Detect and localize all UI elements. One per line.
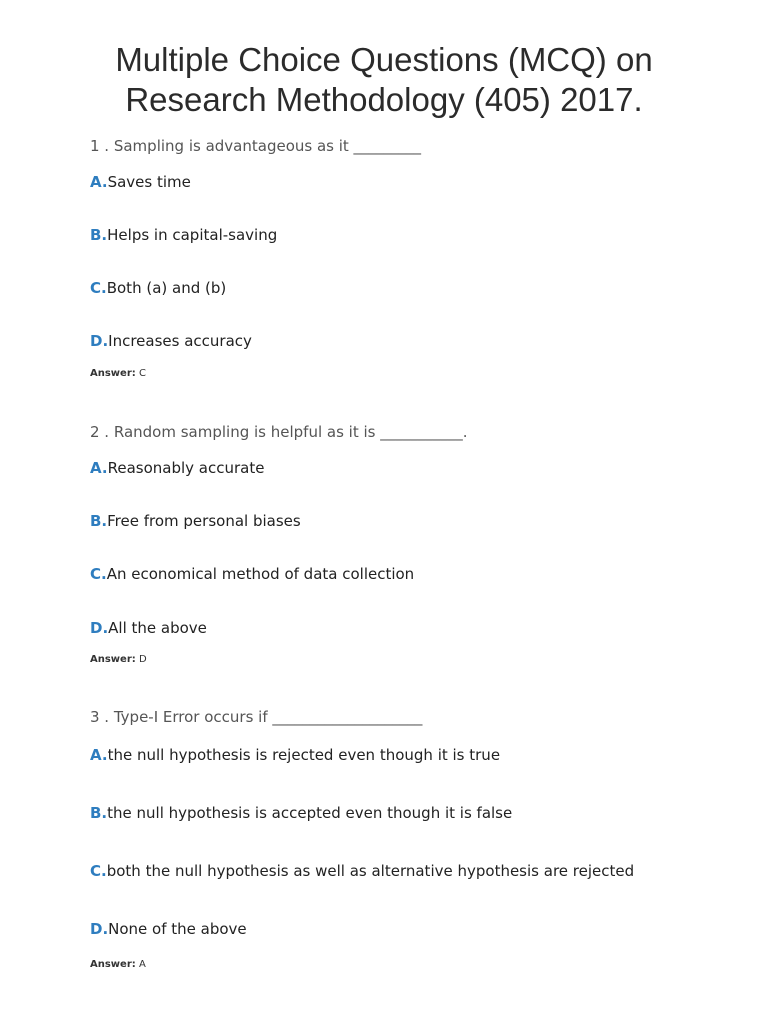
option-text: Saves time bbox=[107, 173, 191, 191]
question-1 bbox=[90, 136, 730, 379]
question-3 bbox=[90, 707, 730, 970]
question-2 bbox=[90, 422, 730, 665]
option-letter: C. bbox=[90, 862, 107, 880]
option-text: Both (a) and (b) bbox=[106, 279, 227, 297]
answer-label: Answer: bbox=[90, 368, 136, 379]
option-d bbox=[90, 618, 207, 638]
question-text: 2 . Random sampling is helpful as it is ___________. bbox=[90, 423, 468, 441]
question-text: 3 . Type-I Error occurs if ____________________ bbox=[90, 708, 423, 726]
option-letter: A. bbox=[90, 459, 108, 477]
option-letter: B. bbox=[90, 512, 108, 530]
option-letter: D. bbox=[90, 332, 109, 350]
option-text: All the above bbox=[108, 619, 207, 637]
option-letter: C. bbox=[90, 279, 107, 297]
option-text: the null hypothesis is rejected even though it is true bbox=[107, 746, 501, 764]
option-letter: B. bbox=[90, 226, 108, 244]
option-b bbox=[90, 511, 301, 531]
option-letter: C. bbox=[90, 565, 107, 583]
option-letter: B. bbox=[90, 804, 108, 822]
option-text: Helps in capital-saving bbox=[107, 226, 278, 244]
option-letter: A. bbox=[90, 746, 108, 764]
option-text: An economical method of data collection bbox=[106, 565, 415, 583]
answer-line bbox=[90, 653, 147, 667]
option-a bbox=[90, 172, 191, 192]
option-letter: D. bbox=[90, 619, 109, 637]
answer-value: C bbox=[138, 368, 146, 379]
option-a bbox=[90, 458, 264, 478]
answer-value: D bbox=[138, 654, 147, 665]
page-title bbox=[0, 40, 768, 120]
page-title-line-2: Research Methodology (405) 2017. bbox=[125, 81, 643, 118]
answer-line bbox=[90, 958, 146, 972]
answer-value: A bbox=[138, 959, 146, 970]
option-c bbox=[90, 861, 634, 881]
option-a bbox=[90, 745, 500, 765]
option-c bbox=[90, 278, 226, 298]
option-b bbox=[90, 803, 512, 823]
answer-line bbox=[90, 367, 146, 381]
option-letter: D. bbox=[90, 920, 109, 938]
option-c bbox=[90, 564, 414, 584]
option-text: Reasonably accurate bbox=[107, 459, 265, 477]
answer-label: Answer: bbox=[90, 654, 136, 665]
page-title-line-1: Multiple Choice Questions (MCQ) on bbox=[115, 41, 653, 78]
option-b bbox=[90, 225, 277, 245]
option-text: the null hypothesis is accepted even though it is false bbox=[107, 804, 513, 822]
option-d bbox=[90, 331, 252, 351]
answer-label: Answer: bbox=[90, 959, 136, 970]
option-text: Increases accuracy bbox=[108, 332, 252, 350]
option-text: Free from personal biases bbox=[107, 512, 301, 530]
option-d bbox=[90, 919, 247, 939]
option-text: both the null hypothesis as well as alternative hypothesis are rejected bbox=[106, 862, 635, 880]
option-letter: A. bbox=[90, 173, 108, 191]
option-text: None of the above bbox=[108, 920, 247, 938]
question-text: 1 . Sampling is advantageous as it _________ bbox=[90, 137, 422, 155]
